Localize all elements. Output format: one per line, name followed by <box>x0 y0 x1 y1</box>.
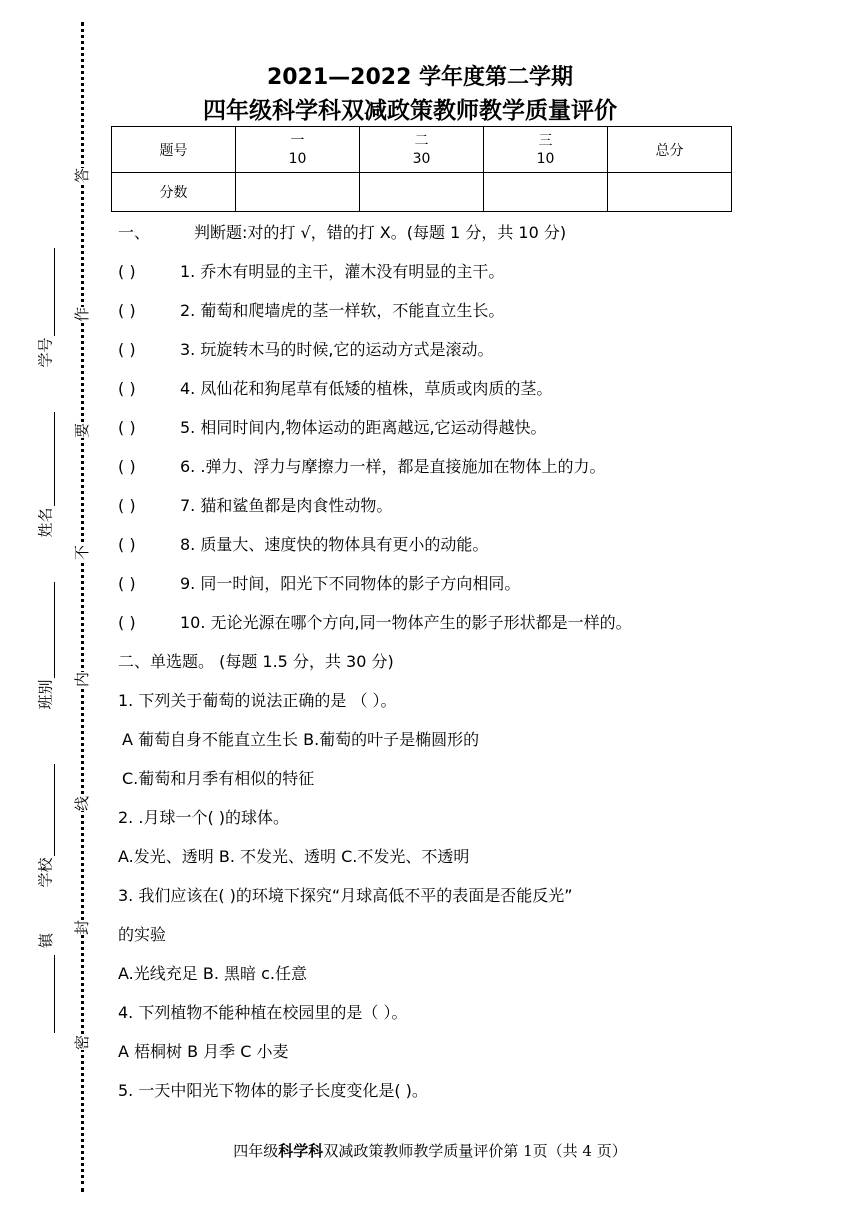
student-id-label: 学号 <box>36 337 55 368</box>
score-row-label: 分数 <box>112 173 236 212</box>
tf-question: 5. 相同时间内,物体运动的距离越远,它运动得越快。 <box>180 418 547 437</box>
answer-bracket[interactable]: ( ) <box>118 418 136 437</box>
seal-char-2: 作 <box>69 307 94 322</box>
binding-dotted-line <box>81 22 84 1192</box>
tf-item <box>118 457 605 477</box>
tf-item <box>118 340 493 360</box>
tf-item <box>118 262 504 282</box>
tf-question: 8. 质量大、速度快的物体具有更小的动能。 <box>180 535 489 554</box>
exam-term-title: 2021—2022 学年度第二学期 <box>266 65 574 90</box>
tf-question: 6. .弹力、浮力与摩擦力一样，都是直接施加在物体上的力。 <box>180 457 606 476</box>
class-blank[interactable] <box>54 582 55 678</box>
tf-item <box>118 613 632 633</box>
score-total-label: 总分 <box>608 127 732 173</box>
col-3-num: 三 <box>538 132 553 149</box>
col-1-num: 一 <box>290 132 305 149</box>
score-cell-1[interactable] <box>236 173 360 212</box>
student-id-blank[interactable] <box>54 248 55 336</box>
tf-item <box>118 418 547 438</box>
footer-pre: 四年级 <box>233 1142 279 1160</box>
mc-line: 1. 下列关于葡萄的说法正确的是 （ ）。 <box>118 691 397 710</box>
answer-bracket[interactable]: ( ) <box>118 379 136 398</box>
town-blank[interactable] <box>54 955 55 1033</box>
tf-item <box>118 379 552 399</box>
seal-char-1: 答 <box>69 168 94 183</box>
page-footer <box>0 1140 860 1161</box>
mc-line: A.发光、透明 B. 不发光、透明 C.不发光、不透明 <box>118 847 470 866</box>
section-1-number: 一、 <box>118 223 151 242</box>
footer-post: 双减政策教师教学质量评价第 1页（共 4 页） <box>323 1142 627 1160</box>
answer-bracket[interactable]: ( ) <box>118 574 136 593</box>
answer-bracket[interactable]: ( ) <box>118 457 136 476</box>
mc-line: 3. 我们应该在( )的环境下探究“月球高低不平的表面是否能反光” <box>118 886 573 905</box>
answer-bracket[interactable]: ( ) <box>118 340 136 359</box>
tf-question: 1. 乔木有明显的主干，灌木没有明显的主干。 <box>180 262 505 281</box>
col-2-points: 30 <box>412 150 431 167</box>
seal-char-8: 密 <box>69 1035 94 1050</box>
score-header-label: 题号 <box>112 127 236 173</box>
school-blank[interactable] <box>54 764 55 856</box>
name-blank[interactable] <box>54 412 55 506</box>
score-cell-2[interactable] <box>360 173 484 212</box>
mc-line: 的实验 <box>118 925 167 944</box>
mc-line: A 葡萄自身不能直立生长 B.葡萄的叶子是椭圆形的 <box>122 730 480 749</box>
answer-bracket[interactable]: ( ) <box>118 613 136 632</box>
name-label: 姓名 <box>36 507 55 538</box>
tf-question: 9. 同一时间，阳光下不同物体的影子方向相同。 <box>180 574 521 593</box>
mc-line: A.光线充足 B. 黑暗 c.任意 <box>118 964 307 983</box>
answer-bracket[interactable]: ( ) <box>118 301 136 320</box>
score-col-2 <box>360 127 484 173</box>
col-1-points: 10 <box>288 150 307 167</box>
class-label: 班别 <box>36 679 55 710</box>
col-2-num: 二 <box>414 132 429 149</box>
tf-question: 4. 凤仙花和狗尾草有低矮的植株，草质或肉质的茎。 <box>180 379 553 398</box>
tf-item <box>118 574 520 594</box>
score-col-1 <box>236 127 360 173</box>
mc-line: 4. 下列植物不能种植在校园里的是（ ）。 <box>118 1003 408 1022</box>
tf-item <box>118 301 504 321</box>
score-cell-total[interactable] <box>608 173 732 212</box>
seal-char-5: 内 <box>69 672 94 687</box>
section-1-heading <box>118 223 566 243</box>
score-table <box>111 126 732 212</box>
mc-line: 5. 一天中阳光下物体的影子长度变化是( )。 <box>118 1081 428 1100</box>
tf-question: 3. 玩旋转木马的时候,它的运动方式是滚动。 <box>180 340 494 359</box>
score-cell-3[interactable] <box>484 173 608 212</box>
mc-line: A 梧桐树 B 月季 C 小麦 <box>118 1042 289 1061</box>
tf-item <box>118 535 488 555</box>
school-label: 学校 <box>36 857 55 888</box>
answer-bracket[interactable]: ( ) <box>118 262 136 281</box>
mc-line: 2. .月球一个( )的球体。 <box>118 808 290 827</box>
score-col-3 <box>484 127 608 173</box>
tf-question: 2. 葡萄和爬墙虎的茎一样软，不能直立生长。 <box>180 301 505 320</box>
tf-item <box>118 496 392 516</box>
seal-char-4: 不 <box>69 545 94 560</box>
exam-main-title: 四年级科学科双减政策教师教学质量评价 <box>203 98 617 124</box>
seal-char-3: 要 <box>69 423 94 438</box>
seal-char-6: 线 <box>69 796 94 811</box>
col-3-points: 10 <box>536 150 555 167</box>
section-2-heading: 二、单选题。 (每题 1.5 分，共 30 分) <box>118 652 394 671</box>
answer-bracket[interactable]: ( ) <box>118 535 136 554</box>
tf-question: 7. 猫和鲨鱼都是肉食性动物。 <box>180 496 393 515</box>
mc-line: C.葡萄和月季有相似的特征 <box>122 769 315 788</box>
answer-bracket[interactable]: ( ) <box>118 496 136 515</box>
footer-bold: 科学科 <box>278 1142 324 1160</box>
seal-char-7: 封 <box>69 920 94 935</box>
town-label: 镇 <box>37 932 56 949</box>
tf-question: 10. 无论光源在哪个方向,同一物体产生的影子形状都是一样的。 <box>180 613 632 632</box>
section-1-instructions: 判断题:对的打 √，错的打 X。(每题 1 分，共 10 分) <box>194 223 567 242</box>
